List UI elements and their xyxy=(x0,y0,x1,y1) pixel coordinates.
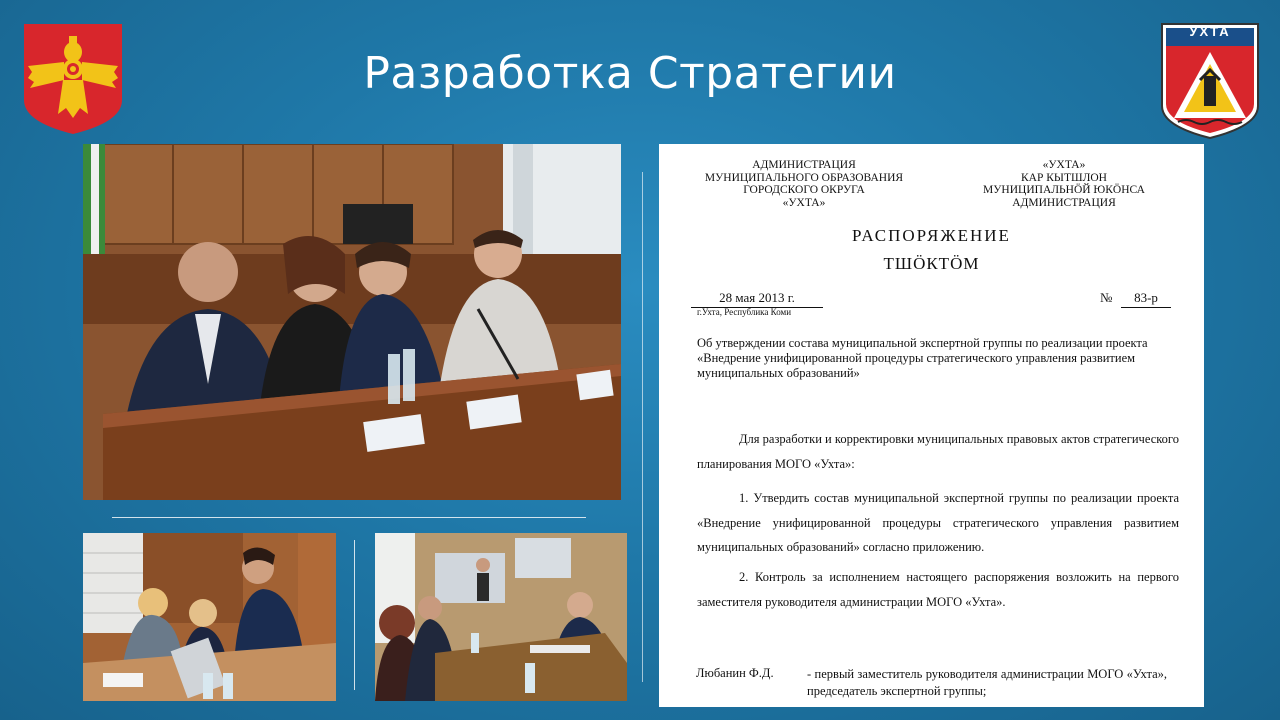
divider-vertical xyxy=(354,540,355,690)
ukhta-coat-of-arms-icon xyxy=(1160,22,1260,140)
order-paragraph-1: Для разработки и корректировки муниципальных правовых актов стратегического планирования МОГО «Ухта»: xyxy=(697,432,1179,471)
working-group-photo xyxy=(83,533,336,701)
meeting-panel-photo xyxy=(83,144,621,500)
order-title: РАСПОРЯЖЕНИЕ xyxy=(852,226,1011,245)
order-date: 28 мая 2013 г. xyxy=(691,290,823,308)
order-paragraph-2: 1. Утвердить состав муниципальной экспертной группы по реализации проекта «Внедрение унифицированной процедуры стратегического управления развитием муниципальных образований» согласно приложению. xyxy=(697,491,1179,554)
slide-title: Разработка Стратегии xyxy=(363,48,897,99)
conference-room-photo xyxy=(375,533,627,701)
order-title-komi: ТШÖКТÖМ xyxy=(883,254,980,273)
order-number: 83-р xyxy=(1121,290,1171,308)
ukhta-label: УХТА xyxy=(1189,24,1231,39)
divider-vertical xyxy=(642,172,643,682)
order-document xyxy=(659,144,1204,707)
order-number-label: № xyxy=(1100,290,1113,305)
document-header-left: АДМИНИСТРАЦИЯ МУНИЦИПАЛЬНОГО ОБРАЗОВАНИЯ ГОРОДСКОГО ОКРУГА «УХТА» xyxy=(704,159,904,209)
signatory-name: Любанин Ф.Д. xyxy=(696,666,774,680)
divider-horizontal xyxy=(112,517,586,518)
signatory-role: - первый заместитель руководителя администрации МОГО «Ухта», председатель экспертной группы; xyxy=(807,667,1167,698)
order-subject: Об утверждении состава муниципальной экспертной группы по реализации проекта «Внедрение унифицированной процедуры стратегического управления развитием муниципальных образований» xyxy=(697,336,1148,380)
order-place: г.Ухта, Республика Коми xyxy=(697,307,792,317)
order-paragraph-3: 2. Контроль за исполнением настоящего распоряжения возложить на первого заместителя руководителя администрации МОГО «Ухта». xyxy=(697,570,1179,609)
komi-coat-of-arms-icon xyxy=(22,22,124,136)
document-header-right: «УХТА» КАР КЫТШЛОН МУНИЦИПАЛЬНÖЙ ЮКÖНСА АДМИНИСТРАЦИЯ xyxy=(983,159,1145,209)
